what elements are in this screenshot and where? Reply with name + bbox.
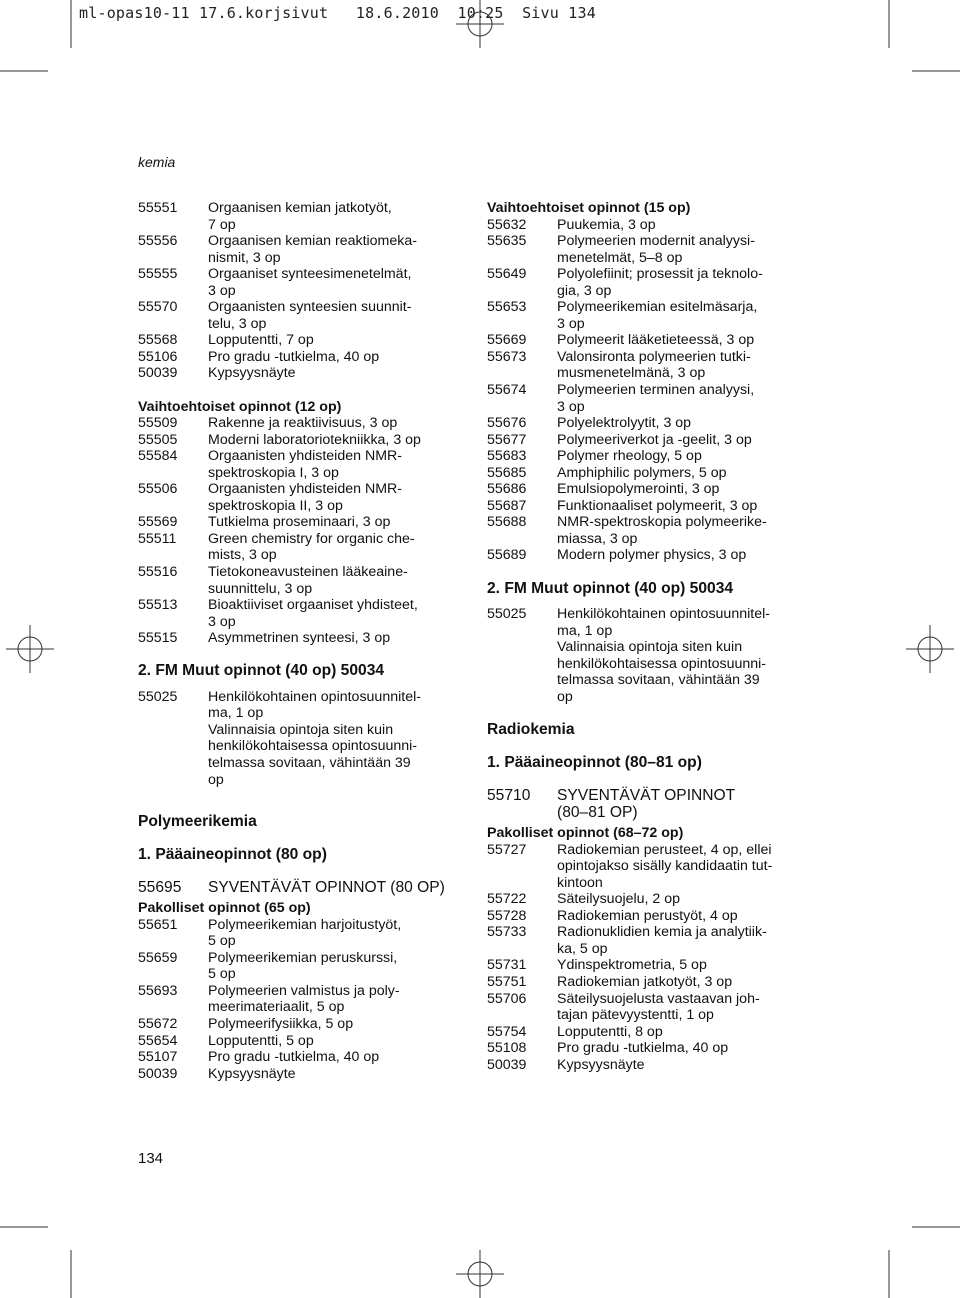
course-code: 55722 [487,891,527,908]
course-title [557,481,817,498]
course-title-line: Rakenne ja reaktiivisuus, 3 op [208,415,398,432]
section-heading-vaihtoehtoiset: Vaihtoehtoiset opinnot (12 op) [138,398,342,415]
left-column [138,200,468,1082]
course-title [208,299,468,332]
course-title-line: 5 op [208,933,236,950]
course-title-line: Modern polymer physics, 3 op [557,547,747,564]
course-code: 55509 [138,415,178,432]
section-heading-muut: 2. FM Muut opinnot (40 op) 50034 [487,579,734,597]
list-item [487,299,817,332]
list-item [138,950,468,983]
course-title [208,917,468,950]
course-code: 55515 [138,630,178,647]
course-title-line: Emulsiopolymerointi, 3 op [557,481,720,498]
course-title [557,788,735,821]
list-item [138,365,468,382]
course-title-line: Radiokemian jatkotyöt, 3 op [557,973,733,990]
course-title-line: Lopputentti, 8 op [557,1023,663,1040]
section-heading-muut: 2. FM Muut opinnot (40 op) 50034 [138,662,385,680]
list-item [138,597,468,630]
list-item [487,498,817,515]
course-title-line: ka, 5 op [557,940,608,957]
course-title-line: Polymeerikemian harjoitustyöt, [208,916,402,933]
course-title [208,630,468,647]
course-title-line: Moderni laboratoriotekniikka, 3 op [208,431,421,448]
course-title [208,200,468,233]
course-title-line: Green chemistry for organic che- [208,530,415,547]
course-title-line: telmassa sovitaan, vähintään 39 [557,672,760,689]
course-title [557,465,817,482]
course-title-line: 3 op [208,282,236,299]
course-title-line: Polymeerit lääketieteessä, 3 op [557,332,755,349]
course-title-line: Lopputentti, 5 op [208,1032,314,1049]
course-code: 55685 [487,464,527,481]
course-title [557,842,817,892]
course-code: 55754 [487,1023,527,1040]
list-item [138,233,468,266]
course-title [208,1016,468,1033]
list-item [138,630,468,647]
course-code: 55516 [138,563,178,580]
course-title-line: opintojakso sisälly kandidaatin tut- [557,858,773,875]
course-code: 55689 [487,547,527,564]
list-item [487,382,817,415]
course-title-line: kintoon [557,874,603,891]
course-title-line: Kypsyysnäyte [557,1056,645,1073]
course-list-pakolliset [138,917,468,1082]
course-code: 55654 [138,1032,178,1049]
course-title: SYVENTÄVÄT OPINNOT (80 OP) [208,878,445,896]
list-item [138,299,468,332]
course-title-line: Orgaanisten yhdisteiden NMR- [208,481,402,498]
list-item [487,1024,817,1041]
course-title-line: Säteilysuojelu, 2 op [557,891,681,908]
section-heading-paaaine: 1. Pääaineopinnot (80–81 op) [487,753,702,771]
list-item [138,531,468,564]
course-title-line: ma, 1 op [208,705,264,722]
course-title-line: Valinnaisia opintoja siten kuin [208,721,394,738]
list-item [487,991,817,1024]
course-title-line: Polymeerikemian peruskurssi, [208,949,398,966]
list-item [138,448,468,481]
course-title-line: Ydinspektrometria, 5 op [557,957,707,974]
course-title-line: Orgaanisten synteesien suunnit- [208,299,412,316]
course-title-line: nismit, 3 op [208,249,281,266]
course-title [557,547,817,564]
course-code: 55025 [138,688,178,705]
course-title [208,531,468,564]
course-title-line: Valinnaisia opintoja siten kuin [557,639,743,656]
section-heading-pakolliset: Pakolliset opinnot (65 op) [138,900,311,917]
course-title [208,597,468,630]
course-title [208,448,468,481]
list-item [487,217,817,234]
course-code: 55695 [138,878,182,896]
course-title-line: Pro gradu -tutkielma, 40 op [208,1049,380,1066]
course-code: 55673 [487,348,527,365]
course-title [557,891,817,908]
list-item [487,1057,817,1074]
list-item [487,1040,817,1057]
course-title [208,514,468,531]
course-title-line: Polymer rheology, 5 op [557,448,702,465]
course-title-line: meerimateriaalit, 5 op [208,999,345,1016]
list-item [138,349,468,366]
course-title-line: Orgaanisen kemian reaktiomeka- [208,233,417,250]
course-code: 55511 [138,530,177,547]
course-code: 55706 [487,990,527,1007]
course-title [557,908,817,925]
course-title [208,1033,468,1050]
list-item [487,332,817,349]
course-code: 55686 [487,481,527,498]
course-title-line: Orgaanisen kemian jatkotyöt, [208,200,392,216]
list-item [487,891,817,908]
list-item [138,1049,468,1066]
list-item [487,514,817,547]
right-column [487,200,817,1073]
course-code: 55672 [138,1016,178,1033]
course-code: 55505 [138,431,178,448]
course-code: 55751 [487,973,527,990]
course-title [208,332,468,349]
course-list-muut [487,606,817,705]
course-title [557,349,817,382]
course-title-line: henkilökohtaisessa opintosuunni- [557,655,767,672]
list-item [138,415,468,432]
course-title-line: tajan pätevyystentti, 1 op [557,1007,714,1024]
course-code: 55688 [487,514,527,531]
course-title [557,217,817,234]
course-code: 55676 [487,415,527,432]
course-code: 55731 [487,957,527,974]
course-code: 55632 [487,216,527,233]
course-list-vaihtoehtoiset [487,217,817,564]
course-title-line: Henkilökohtainen opintosuunnitel- [557,606,770,623]
course-code: 55653 [487,299,527,316]
course-list-orgkemia [138,200,468,382]
section-heading-pakolliset: Pakolliset opinnot (68–72 op) [487,825,684,842]
course-title [557,974,817,991]
course-title-line: (80–81 OP) [557,803,638,821]
list-item [138,1016,468,1033]
list-item [487,349,817,382]
course-title [557,233,817,266]
list-item [138,481,468,514]
list-item [487,924,817,957]
course-title-line: op [557,688,573,705]
course-code: 55677 [487,431,527,448]
course-title [208,365,468,382]
course-title [557,1040,817,1057]
course-title [557,924,817,957]
course-title [557,957,817,974]
course-code: 55106 [138,348,178,365]
course-code: 55584 [138,448,178,465]
course-title-line: Henkilökohtainen opintosuunnitel- [208,688,421,705]
course-code: 55635 [487,233,527,250]
section-title-radiokemia: Radiokemia [487,720,575,738]
list-item [138,266,468,299]
course-title [208,983,468,1016]
list-item [487,908,817,925]
course-code: 55651 [138,916,178,933]
list-item [487,465,817,482]
course-title-line: SYVENTÄVÄT OPINNOT [557,786,736,804]
course-title [557,448,817,465]
course-title-line: gia, 3 op [557,282,612,299]
course-code: 55555 [138,266,178,283]
course-title [208,564,468,597]
list-item [487,448,817,465]
list-item [487,606,817,705]
syventavat-row [487,788,817,821]
course-title-line: Radiokemian perustyöt, 4 op [557,907,738,924]
course-code: 55659 [138,949,178,966]
course-title-line: Puukemia, 3 op [557,216,656,233]
list-item [138,432,468,449]
course-title-line: Pro gradu -tutkielma, 40 op [208,348,380,365]
course-code: 55693 [138,982,178,999]
list-item [487,233,817,266]
course-title-line: ma, 1 op [557,622,613,639]
course-title-line: mists, 3 op [208,547,277,564]
course-title-line: telmassa sovitaan, vähintään 39 [208,754,411,771]
course-list-muut [138,689,468,788]
course-title [557,266,817,299]
course-code: 55733 [487,924,527,941]
course-title [557,382,817,415]
course-code: 55710 [487,786,531,804]
course-title-line: 3 op [557,398,585,415]
course-title [208,266,468,299]
list-item [138,564,468,597]
course-code: 55025 [487,606,527,623]
list-item [138,917,468,950]
page-number: 134 [138,1150,164,1167]
list-item [487,842,817,892]
list-item [138,514,468,531]
course-title-line: Polyelektrolyytit, 3 op [557,415,692,432]
course-title-line: spektroskopia I, 3 op [208,464,339,481]
running-head: kemia [138,154,176,170]
course-title [557,991,817,1024]
course-title-line: Radiokemian perusteet, 4 op, ellei [557,841,772,858]
course-title-line: Orgaanisten yhdisteiden NMR- [208,448,402,465]
course-code: 55570 [138,299,178,316]
course-title [208,1066,468,1083]
course-title-line: Säteilysuojelusta vastaavan joh- [557,990,760,1007]
list-item [487,957,817,974]
course-code: 55513 [138,597,178,614]
course-title [557,498,817,515]
course-title-line: Polymeerien terminen analyysi, [557,382,755,399]
course-code: 55569 [138,514,178,531]
course-code: 55649 [487,266,527,283]
list-item [487,974,817,991]
course-code: 55556 [138,233,178,250]
course-title-line: suunnittelu, 3 op [208,580,313,597]
course-title-line: Polymeerien modernit analyysi- [557,233,755,250]
list-item [138,200,468,233]
course-code: 55728 [487,907,527,924]
course-title-line: 3 op [208,613,236,630]
list-item [138,689,468,788]
list-item [138,983,468,1016]
print-slug: ml-opas10-11 17.6.korjsivut 18.6.2010 10:25 Sivu 134 [79,4,596,22]
course-title [557,432,817,449]
course-code: 55683 [487,448,527,465]
course-title-line: Polyolefiinit; prosessit ja teknolo- [557,266,763,283]
course-title-line: Lopputentti, 7 op [208,332,314,349]
course-title [208,689,468,788]
section-heading-vaihtoehtoiset: Vaihtoehtoiset opinnot (15 op) [487,200,691,216]
course-title-line: Amphiphilic polymers, 5 op [557,464,727,481]
course-title-line: op [208,771,224,788]
course-code: 55727 [487,841,527,858]
course-code: 55107 [138,1049,178,1066]
course-code: 55674 [487,382,527,399]
course-title-line: Pro gradu -tutkielma, 40 op [557,1040,729,1057]
course-title [557,514,817,547]
course-title-line: Valonsironta polymeerien tutki- [557,348,751,365]
course-title [208,950,468,983]
list-item [138,1033,468,1050]
course-title [208,233,468,266]
course-title-line: Bioaktiiviset orgaaniset yhdisteet, [208,597,418,614]
course-code: 50039 [487,1056,527,1073]
course-title-line: Funktionaaliset polymeerit, 3 op [557,497,758,514]
course-title [557,606,817,705]
course-title [208,349,468,366]
course-title-line: Polymeerifysiikka, 5 op [208,1016,354,1033]
course-code: 55687 [487,497,527,514]
list-item [138,332,468,349]
course-title [557,415,817,432]
course-title-line: Polymeeriverkot ja -geelit, 3 op [557,431,752,448]
course-title-line: musmenetelmänä, 3 op [557,365,706,382]
list-item [138,1066,468,1083]
course-code: 55108 [487,1040,527,1057]
course-code: 55551 [138,200,178,216]
course-title-line: Tietokoneavusteinen lääkeaine- [208,563,408,580]
course-title-line: Polymeerien valmistus ja poly- [208,982,400,999]
course-title [557,1024,817,1041]
syventavat-row [138,880,468,897]
course-title-line: spektroskopia II, 3 op [208,497,343,514]
list-item [487,481,817,498]
course-title-line: Tutkielma proseminaari, 3 op [208,514,391,531]
course-title [208,415,468,432]
course-title-line: NMR-spektroskopia polymeerike- [557,514,767,531]
course-code: 55669 [487,332,527,349]
course-code: 50039 [138,1065,178,1082]
section-title-polymeerikemia: Polymeerikemia [138,812,257,830]
course-title-line: 7 op [208,216,236,233]
course-title-line: 5 op [208,966,236,983]
course-title-line: Radionuklidien kemia ja analytiik- [557,924,767,941]
course-code: 55506 [138,481,178,498]
course-title [208,432,468,449]
course-title [208,1049,468,1066]
course-code: 50039 [138,365,178,382]
course-title [557,1057,817,1074]
course-title-line: Asymmetrinen synteesi, 3 op [208,630,391,647]
list-item [487,415,817,432]
course-title-line: menetelmät, 5–8 op [557,249,683,266]
course-title-line: Orgaaniset synteesimenetelmät, [208,266,412,283]
course-title-line: Kypsyysnäyte [208,365,296,382]
course-list-pakolliset [487,842,817,1074]
course-list-vaihtoehtoiset [138,415,468,647]
list-item [487,266,817,299]
section-heading-paaaine: 1. Pääaineopinnot (80 op) [138,845,327,863]
course-title [208,481,468,514]
list-item [487,547,817,564]
course-code: 55568 [138,332,178,349]
course-title-line: henkilökohtaisessa opintosuunni- [208,738,418,755]
course-title-line: 3 op [557,315,585,332]
course-title-line: Kypsyysnäyte [208,1065,296,1082]
course-title [557,299,817,332]
course-title [557,332,817,349]
list-item [487,432,817,449]
course-title-line: miassa, 3 op [557,530,638,547]
course-title-line: telu, 3 op [208,315,267,332]
course-title-line: Polymeerikemian esitelmäsarja, [557,299,758,316]
